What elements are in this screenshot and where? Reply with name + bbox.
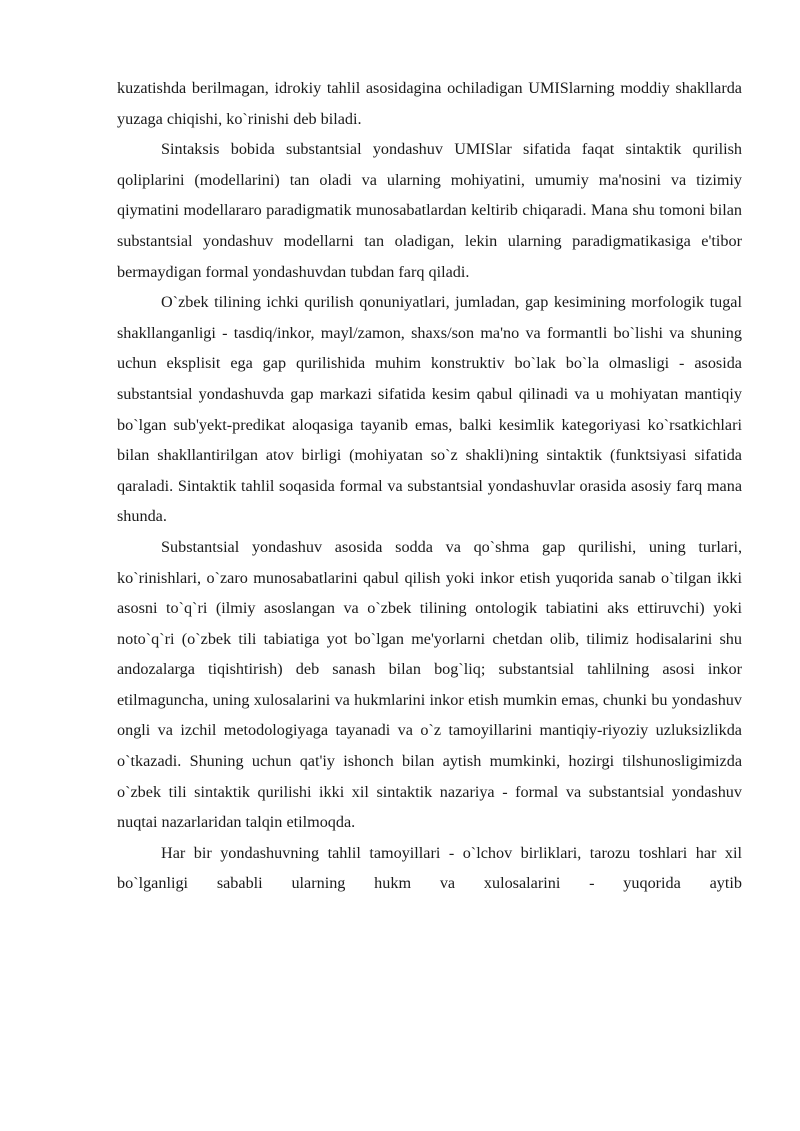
paragraph-1: kuzatishda berilmagan, idrokiy tahlil asosidagina ochiladigan UMISlarning moddiy shakllarda yuzaga chiqishi, ko`rinishi deb biladi.	[117, 79, 742, 128]
document-page	[117, 73, 742, 899]
paragraph-2: Sintaksis bobida substantsial yondashuv UMISlar sifatida faqat sintaktik qurilish qoliplarini (modellarini) tan oladi va ularning mohiyatini, umumiy ma'nosini va tizimiy qiymatini modellararo paradigmatik munosabatlardan keltirib chiqaradi. Mana shu tomoni bilan substantsial yondashuv modellarni tan oladigan, lekin ularning paradigmatikasiga e'tibor bermaydigan formal yondashuvdan tubdan farq qiladi.	[117, 140, 742, 281]
paragraph-4: Substantsial yondashuv asosida sodda va qo`shma gap qurilishi, uning turlari, ko`rinishlari, o`zaro munosabatlarini qabul qilish yoki inkor etish yuqorida sanab o`tilgan ikki asosni to`q`ri (ilmiy asoslangan va o`zbek tilining ontologik tabiatini aks ettiruvchi) yoki noto`q`ri (o`zbek tili tabiatiga yot bo`lgan me'yorlarni chetdan olib, tilimiz hodisalarini shu andozalarga tiqishtirish) deb sanash bilan bog`liq; substantsial tahlilning asosi inkor etilmaguncha, uning xulosalarini va hukmlarini inkor etish mumkin emas, chunki bu yondashuv ongli va izchil metodologiyaga tayanadi va o`z tamoyillarini mantiqiy-riyoziy uzluksizlikda o`tkazadi. Shuning uchun qat'iy ishonch bilan aytish mumkinki, hozirgi tilshunosligimizda o`zbek tili sintaktik qurilishi ikki xil sintaktik nazariya - formal va substantsial yondashuv nuqtai nazarlaridan talqin etilmoqda.	[117, 537, 742, 832]
paragraph-3: O`zbek tilining ichki qurilish qonuniyatlari, jumladan, gap kesimining morfologik tugal shakllanganligi - tasdiq/inkor, mayl/zamon, shaxs/son ma'no va formantli bo`lishi va shuning uchun eksplisit ega gap qurilishida muhim konstruktiv bo`lak bo`la olmasligi - asosida substantsial yondashuvda gap markazi sifatida kesim qabul qilinadi va u mohiyatan mantiqiy bo`lgan sub'yekt-predikat aloqasiga tayanib emas, balki kesimlik kategoriyasi ko`rsatkichlari bilan shakllantirilgan atov birligi (mohiyatan so`z shakli)ning sintaktik (funktsiyasi sifatida qaraladi. Sintaktik tahlil soqasida formal va substantsial yondashuvlar orasida asosiy farq mana shunda.	[117, 293, 742, 526]
paragraph-5: Har bir yondashuvning tahlil tamoyillari - o`lchov birliklari, tarozu toshlari har xil bo`lganligi sababli ularning hukm va xulosalarini - yuqorida aytib	[117, 843, 742, 893]
